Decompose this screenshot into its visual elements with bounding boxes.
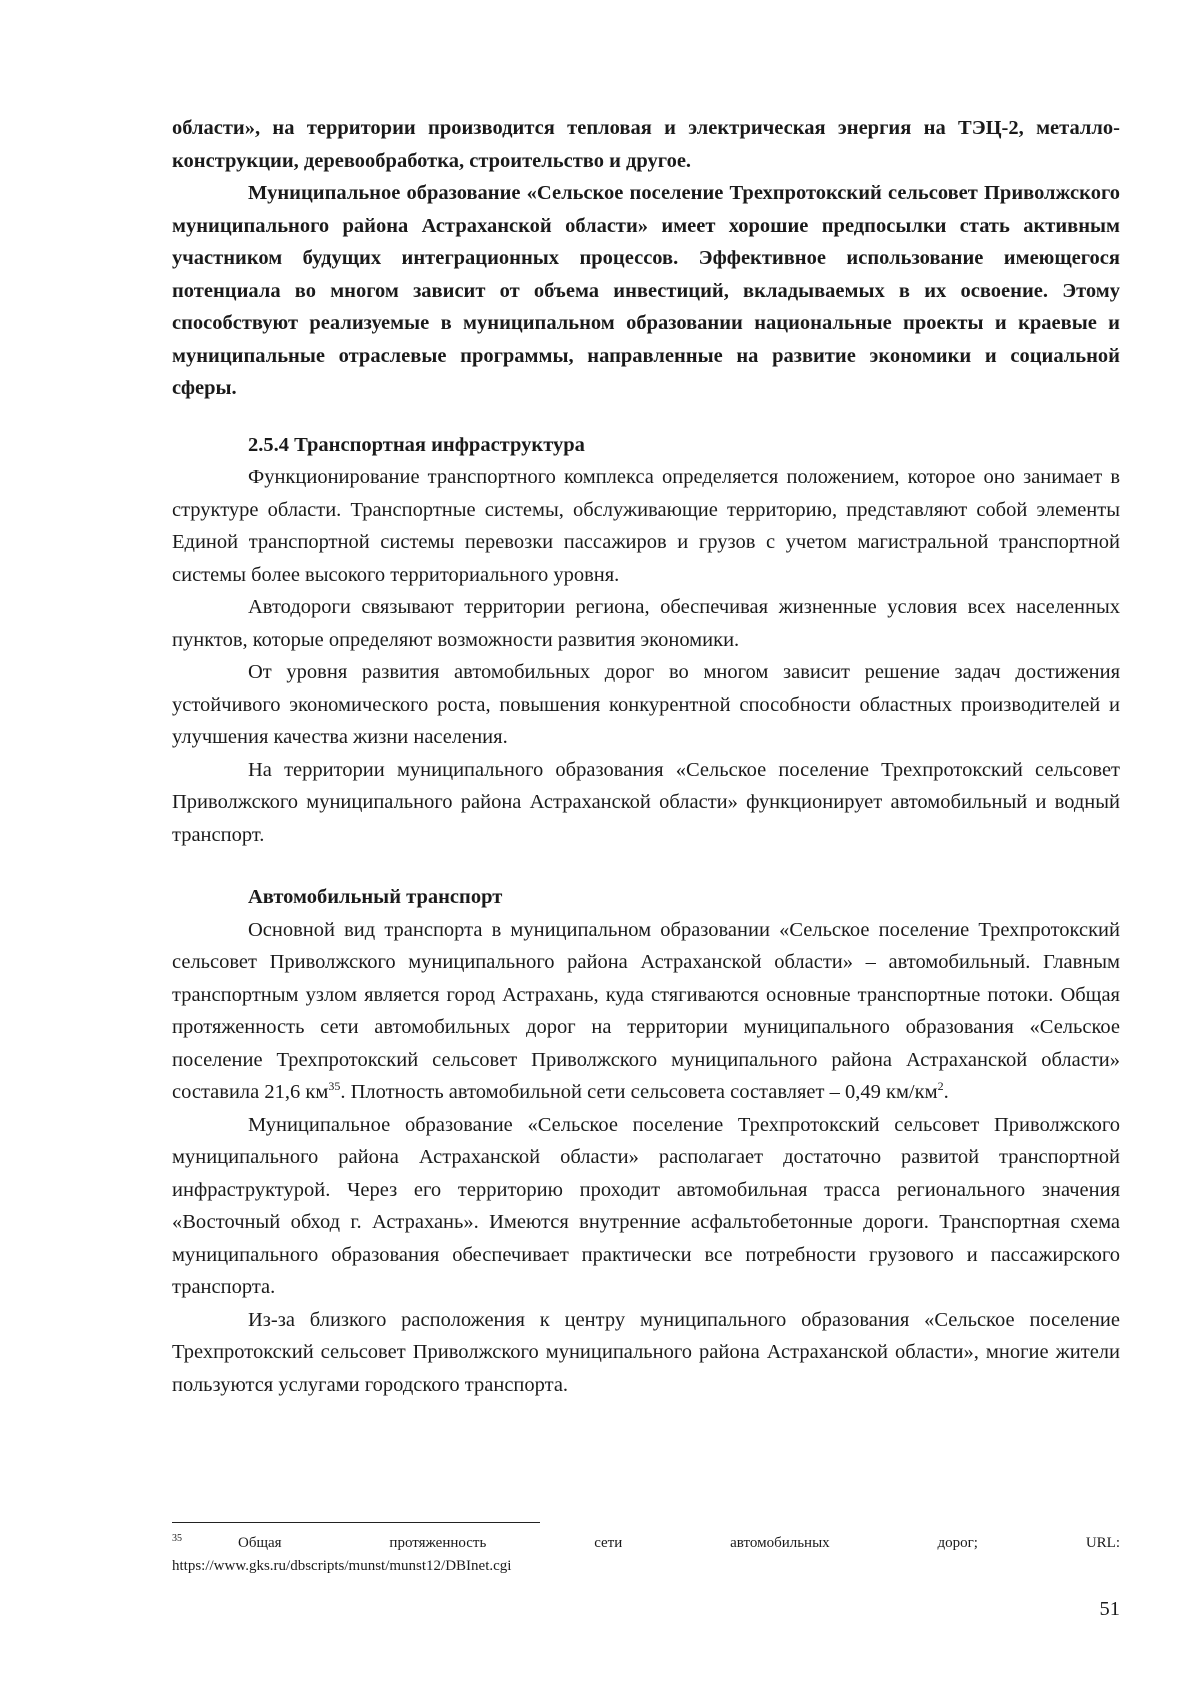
intro-paragraph-continuation: области», на территории производится тепловая и электрическая энергия на ТЭЦ-2, металло-конструкции, деревообработка, строительство и другое. — [172, 117, 1120, 172]
paragraph-text: . Плотность автомобильной сети сельсовета составляет – 0,49 км/км — [340, 1081, 938, 1103]
footnote-number: 35 — [172, 1533, 182, 1544]
section-paragraph-3: От уровня развития автомобильных дорог во многом зависит решение задач достижения устойчивого экономического роста, повышения конкурентной способности областных производителей и улучшения качества жизни населения. — [172, 661, 1120, 748]
spacer — [172, 851, 1120, 881]
paragraph-text: . — [943, 1081, 949, 1103]
footnote — [172, 1532, 1120, 1578]
footnote-reference[interactable]: 35 — [328, 1079, 341, 1094]
subsection-paragraph-2: Муниципальное образование «Сельское поселение Трехпротокский сельсовет Приволжского муниципального района Астраханской области» располагает достаточно развитой транспортной инфраструктурой. Через его территорию проходит автомобильная трасса регионального значения «Восточный обход г. Астрахань». Имеются внутренние асфальтобетонные дороги. Транспортная схема муниципального образования обеспечивает практически все потребности грузового и пассажирского транспорта. — [172, 1113, 1120, 1298]
section-paragraph-1: Функционирование транспортного комплекса определяется положением, которое оно занимает в структуре области. Транспортные системы, обслуживающие территорию, представляют собой элементы Единой транспортной системы перевозки пассажиров и грузов с учетом магистральной транспортной системы более высокого территориального уровня. — [172, 466, 1120, 586]
intro-paragraph: Муниципальное образование «Сельское поселение Трехпротокский сельсовет Приволжского муниципального района Астраханской области» имеет хорошие предпосылки стать активным участником будущих интеграционных процессов. Эффективное использование имеющегося потенциала во многом зависит от объема инвестиций, вкладываемых в их освоение. Этому способствуют реализуемые в муниципальном образовании национальные проекты и краевые и муниципальные отраслевые программы, направленные на развитие экономики и социальной сферы. — [172, 182, 1120, 399]
footnote-line — [172, 1532, 1120, 1555]
subsection-heading: Автомобильный транспорт — [248, 886, 503, 908]
section-paragraph-4: На территории муниципального образования «Сельское поселение Трехпротокский сельсовет Приволжского муниципального района Астраханской области» функционирует автомобильный и водный транспорт. — [172, 758, 1120, 846]
page-body — [172, 112, 1120, 1401]
spacer — [172, 405, 1120, 429]
superscript-exponent: 2 — [937, 1079, 944, 1094]
subsection-paragraph-3: Из-за близкого расположения к центру муниципального образования «Сельское поселение Трехпротокский сельсовет Приволжского муниципального района Астраханской области», многие жители пользуются услугами городского транспорта. — [172, 1308, 1120, 1396]
footnote-divider — [172, 1522, 540, 1523]
page-number: 51 — [1099, 1598, 1120, 1620]
section-paragraph-2: Автодороги связывают территории региона, обеспечивая жизненные условия всех населенных пунктов, которые определяют возможности развития экономики. — [172, 596, 1120, 651]
subsection-paragraph-1 — [172, 914, 1120, 1109]
paragraph-text: Основной вид транспорта в муниципальном образовании «Сельское поселение Трехпротокский сельсовет Приволжского муниципального района Астраханской области» – автомобильный. Главным транспортным узлом является город Астрахань, куда стягиваются основные транспортные потоки. Общая протяженность сети автомобильных дорог на территории муниципального образования «Сельское поселение Трехпротокский сельсовет Приволжского муниципального района Астраханской области» составила 21,6 км — [172, 918, 1120, 1103]
footnote-url[interactable]: https://www.gks.ru/dbscripts/munst/munst12/DBInet.cgi — [172, 1558, 512, 1574]
footnote-text: Общая протяженность сети автомобильных дорог; URL: — [238, 1535, 1120, 1551]
section-heading: 2.5.4 Транспортная инфраструктура — [248, 433, 585, 456]
